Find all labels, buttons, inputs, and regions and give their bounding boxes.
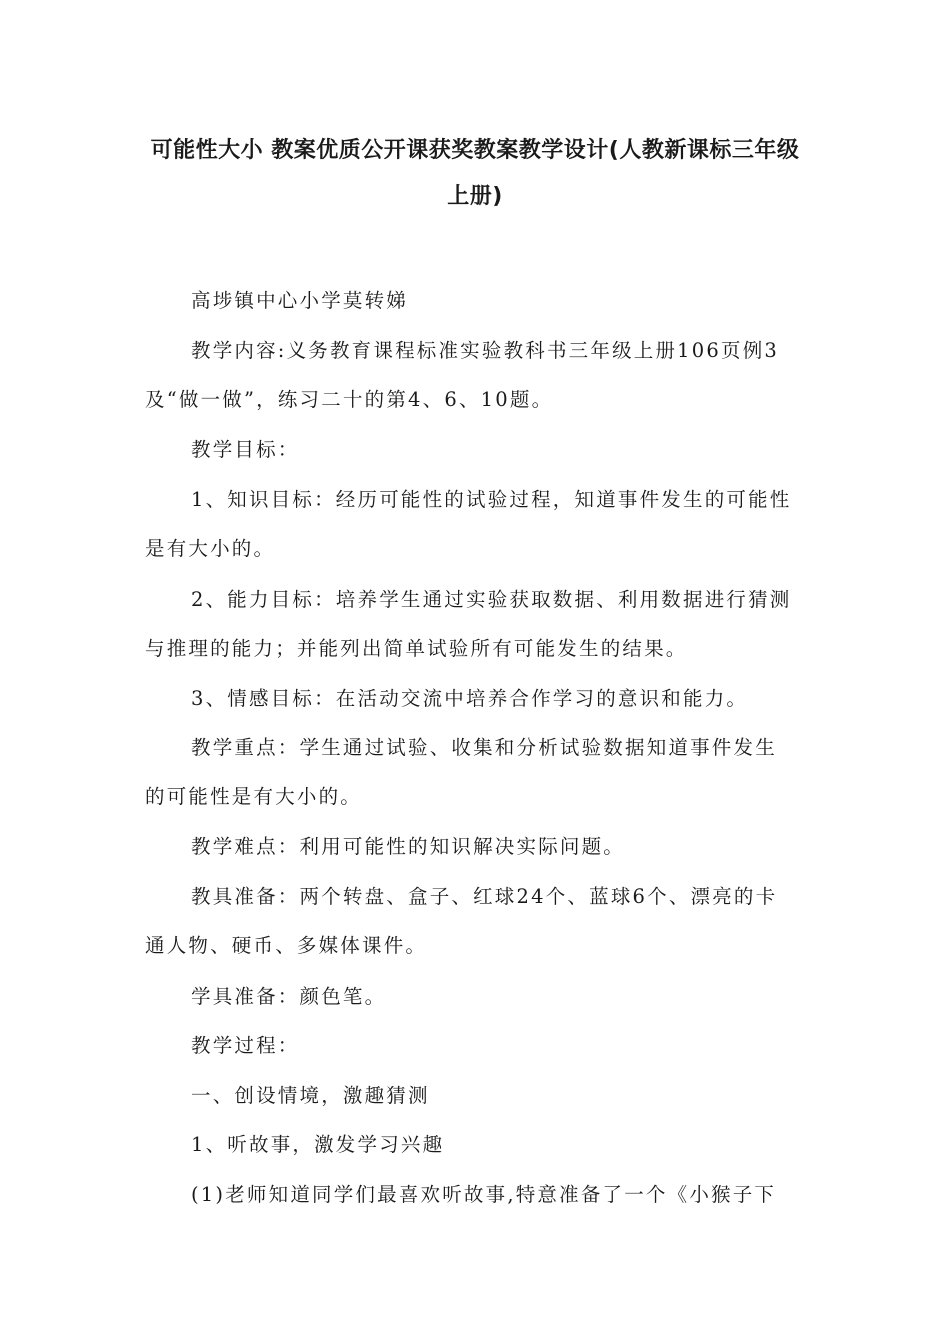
document-title [140, 128, 810, 220]
author-line: 高埗镇中心小学莫转娣 [191, 289, 409, 312]
subsection-one-heading: 1、听故事，激发学习兴趣 [191, 1133, 445, 1156]
section-one-heading: 一、创设情境，激趣猜测 [191, 1084, 430, 1107]
title-line-2: 上册) [447, 184, 503, 209]
ability-goal: 2、能力目标：培养学生通过实验获取数据、利用数据进行猜测 与推理的能力；并能列出简单试验所有可能发生的结果。 [145, 588, 792, 660]
teaching-focus: 教学重点：学生通过试验、收集和分析试验数据知道事件发生 的可能性是有大小的。 [145, 736, 777, 808]
teaching-difficulty: 教学难点：利用可能性的知识解决实际问题。 [191, 835, 626, 858]
title-line-1: 可能性大小 教案优质公开课获奖教案教学设计(人教新课标三年级 [150, 138, 800, 163]
knowledge-goal: 1、知识目标：经历可能性的试验过程，知道事件发生的可能性 是有大小的。 [145, 488, 792, 560]
teaching-aids: 教具准备：两个转盘、盒子、红球24个、蓝球6个、漂亮的卡 通人物、硬币、多媒体课件。 [145, 885, 778, 957]
teaching-content: 教学内容:义务教育课程标准实验教科书三年级上册106页例3 及“做一做”，练习二十的第4、6、10题。 [145, 339, 779, 411]
teaching-goals-heading: 教学目标： [191, 438, 300, 461]
story-paragraph: (1)老师知道同学们最喜欢听故事,特意准备了一个《小猴子下 [191, 1183, 777, 1206]
emotion-goal: 3、情感目标：在活动交流中培养合作学习的意识和能力。 [191, 687, 749, 710]
teaching-process-heading: 教学过程： [191, 1034, 300, 1057]
student-aids: 学具准备：颜色笔。 [191, 985, 387, 1008]
